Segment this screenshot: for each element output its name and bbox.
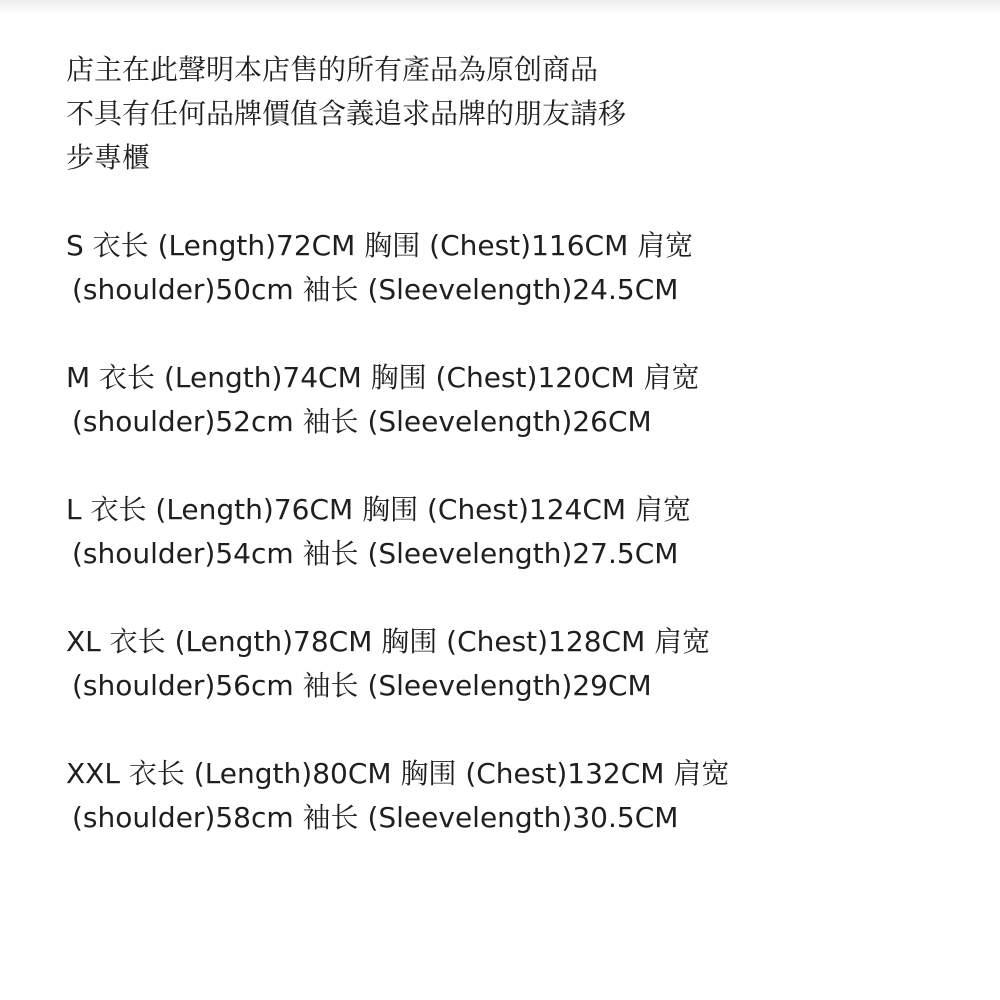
spacer: [66, 312, 966, 356]
size-block-l: [66, 488, 966, 576]
size-block-m: [66, 356, 966, 444]
spacer: [66, 576, 966, 620]
size-line-measurements: XL 衣长 (Length)78CM 胸围 (Chest)128CM 肩宽: [66, 625, 711, 658]
spacer: [66, 444, 966, 488]
size-line-shoulder-sleeve: (shoulder)50cm 袖长 (Sleevelength)24.5CM: [72, 273, 679, 306]
size-line-measurements: L 衣长 (Length)76CM 胸围 (Chest)124CM 肩宽: [66, 493, 691, 526]
size-line-shoulder-sleeve: (shoulder)58cm 袖长 (Sleevelength)30.5CM: [72, 801, 679, 834]
size-block-s: [66, 224, 966, 312]
size-block-xxl: [66, 752, 966, 840]
size-chart-document: [66, 48, 966, 840]
notice-line: 店主在此聲明本店售的所有產品為原创商品: [66, 53, 599, 86]
notice-line: 步專櫃: [66, 141, 151, 174]
size-block-xl: [66, 620, 966, 708]
spacer: [66, 708, 966, 752]
top-shadow: [0, 0, 1000, 14]
size-line-measurements: M 衣长 (Length)74CM 胸围 (Chest)120CM 肩宽: [66, 361, 700, 394]
notice-line: 不具有任何品牌價值含義追求品牌的朋友請移: [66, 97, 627, 130]
size-line-shoulder-sleeve: (shoulder)56cm 袖长 (Sleevelength)29CM: [72, 669, 652, 702]
size-line-shoulder-sleeve: (shoulder)52cm 袖长 (Sleevelength)26CM: [72, 405, 652, 438]
spacer: [66, 180, 966, 224]
size-line-measurements: XXL 衣长 (Length)80CM 胸围 (Chest)132CM 肩宽: [66, 757, 730, 790]
store-notice: [66, 48, 966, 180]
size-line-measurements: S 衣长 (Length)72CM 胸围 (Chest)116CM 肩宽: [66, 229, 694, 262]
size-line-shoulder-sleeve: (shoulder)54cm 袖长 (Sleevelength)27.5CM: [72, 537, 679, 570]
